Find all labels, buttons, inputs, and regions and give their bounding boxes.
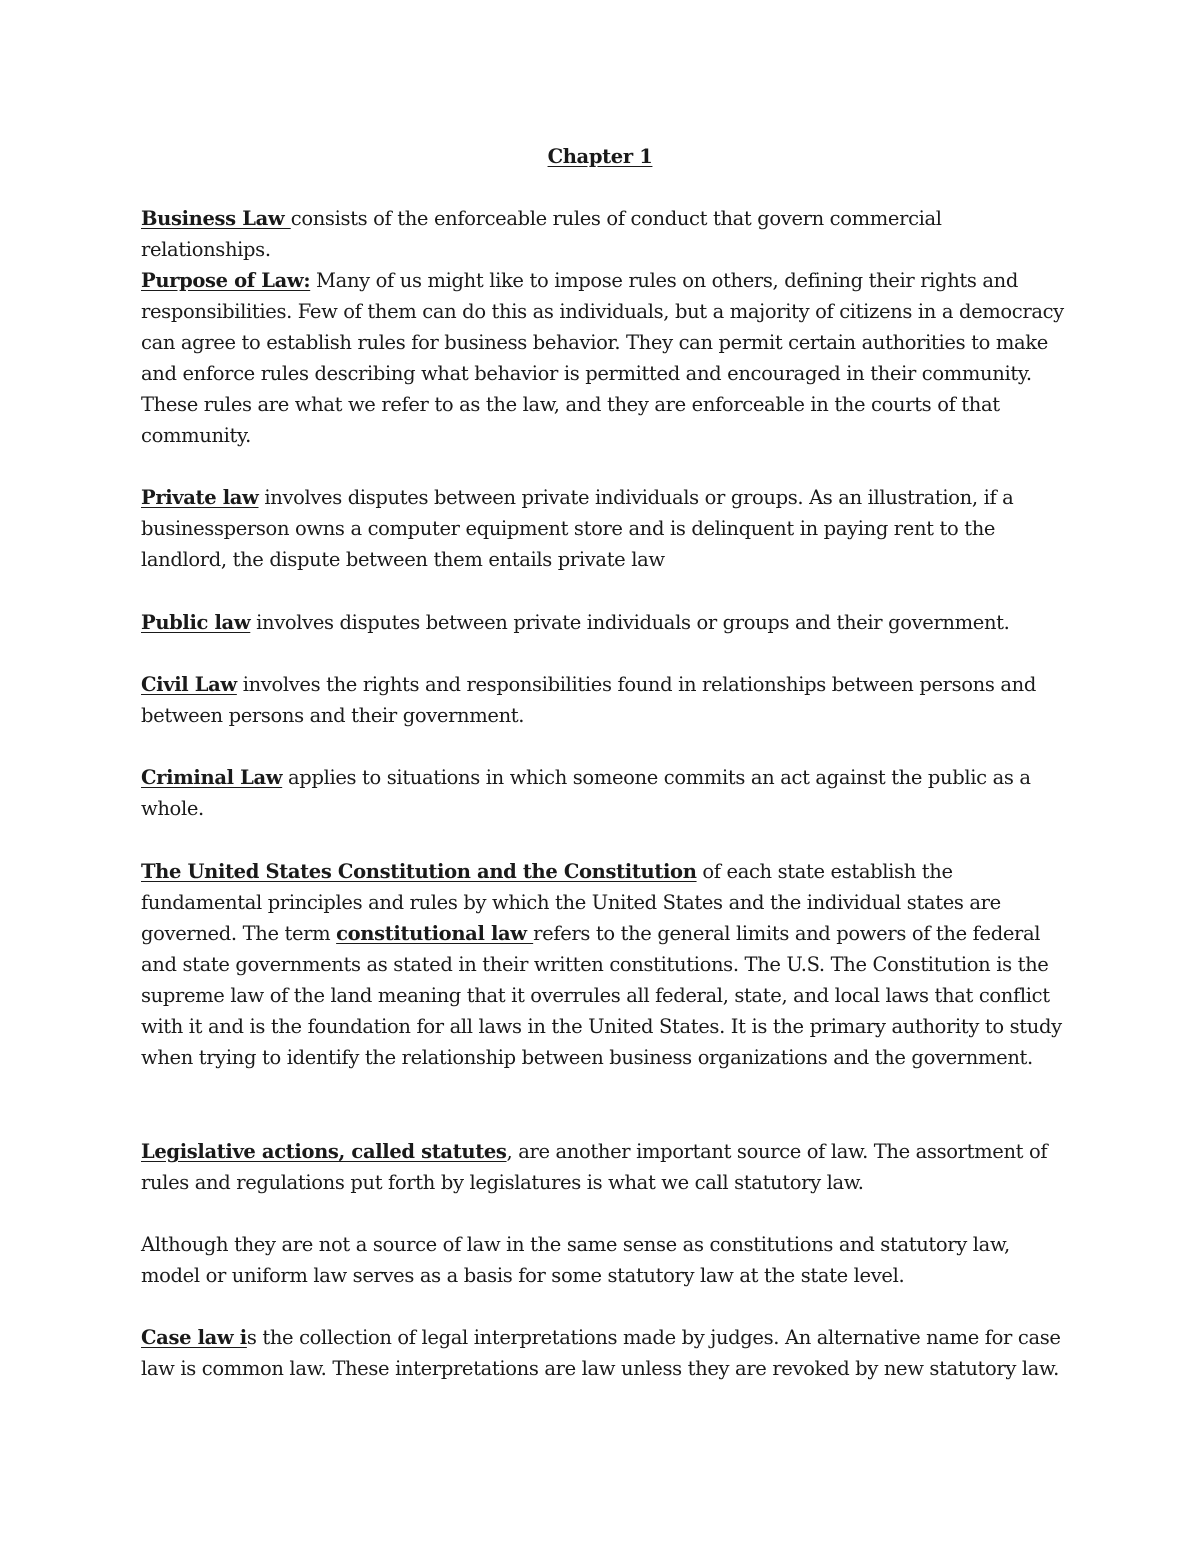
paragraph-civil-law: [141, 669, 1066, 731]
paragraph-uniform-law: [141, 1229, 1066, 1291]
paragraph-business-law: [141, 203, 1066, 265]
page-title: Chapter 1: [547, 145, 653, 168]
paragraph-criminal-law: [141, 762, 1066, 824]
paragraph-text: , are another important source of law. The assortment of rules and regulations put forth by legislatures is what we call statutory law.: [141, 1140, 1048, 1194]
paragraph-text: involves the rights and responsibilities found in relationships between persons and between persons and their government.: [141, 673, 1037, 727]
term-us-constitution: The United States Constitution and the Constitution: [141, 860, 697, 883]
term-case-law: Case law i: [141, 1326, 247, 1349]
paragraph-constitution: [141, 856, 1066, 1073]
term-criminal-law: Criminal Law: [141, 766, 283, 789]
paragraph-text: applies to situations in which someone commits an act against the public as a whole.: [141, 766, 1031, 820]
term-business-law: Business Law: [141, 207, 291, 230]
paragraph-text: Many of us might like to impose rules on others, defining their rights and responsibilities. Few of them can do this as individuals, but a majority of citizens in a democracy can agree to establish rules for business behavior. They can permit certain authorities to make and enforce rules describing what behavior is permitted and encouraged in their community. These rules are what we refer to as the law, and they are enforceable in the courts of that community.: [141, 269, 1064, 447]
paragraph-statutes: [141, 1136, 1066, 1198]
paragraph-text: involves disputes between private individuals or groups. As an illustration, if a businessperson owns a computer equipment store and is delinquent in paying rent to the landlord, the dispute between them entails private law: [141, 486, 1014, 571]
term-public-law: Public law: [141, 611, 251, 634]
paragraph-text: Although they are not a source of law in the same sense as constitutions and statutory law, model or uniform law serves as a basis for some statutory law at the state level.: [141, 1233, 1010, 1287]
term-statutes: Legislative actions, called statutes: [141, 1140, 507, 1163]
term-private-law: Private law: [141, 486, 259, 509]
paragraph-public-law: [141, 607, 1066, 638]
term-constitutional-law: constitutional law: [336, 922, 534, 945]
paragraph-text: of each state establish the fundamental principles and rules by which the United States and the individual states are governed. The term: [141, 860, 1001, 945]
paragraph-text-continued: refers to the general limits and powers of the federal and state governments as stated in their written constitutions. The U.S. The Constitution is the supreme law of the land meaning that it overrules all federal, state, and local laws that conflict with it and is the foundation for all laws in the United States. It is the primary authority to study when trying to identify the relationship between business organizations and the government.: [141, 922, 1062, 1069]
term-purpose-of-law: Purpose of Law:: [141, 269, 311, 292]
paragraph-text: involves disputes between private individuals or groups and their government.: [250, 611, 1010, 634]
paragraph-text: consists of the enforceable rules of conduct that govern commercial relationships.: [141, 207, 942, 261]
term-civil-law: Civil Law: [141, 673, 237, 696]
paragraph-private-law: [141, 482, 1066, 575]
paragraph-purpose-of-law: [141, 265, 1066, 451]
paragraph-text: s the collection of legal interpretations made by judges. An alternative name for case law is common law. These interpretations are law unless they are revoked by new statutory law.: [141, 1326, 1061, 1380]
paragraph-case-law: [141, 1322, 1066, 1384]
